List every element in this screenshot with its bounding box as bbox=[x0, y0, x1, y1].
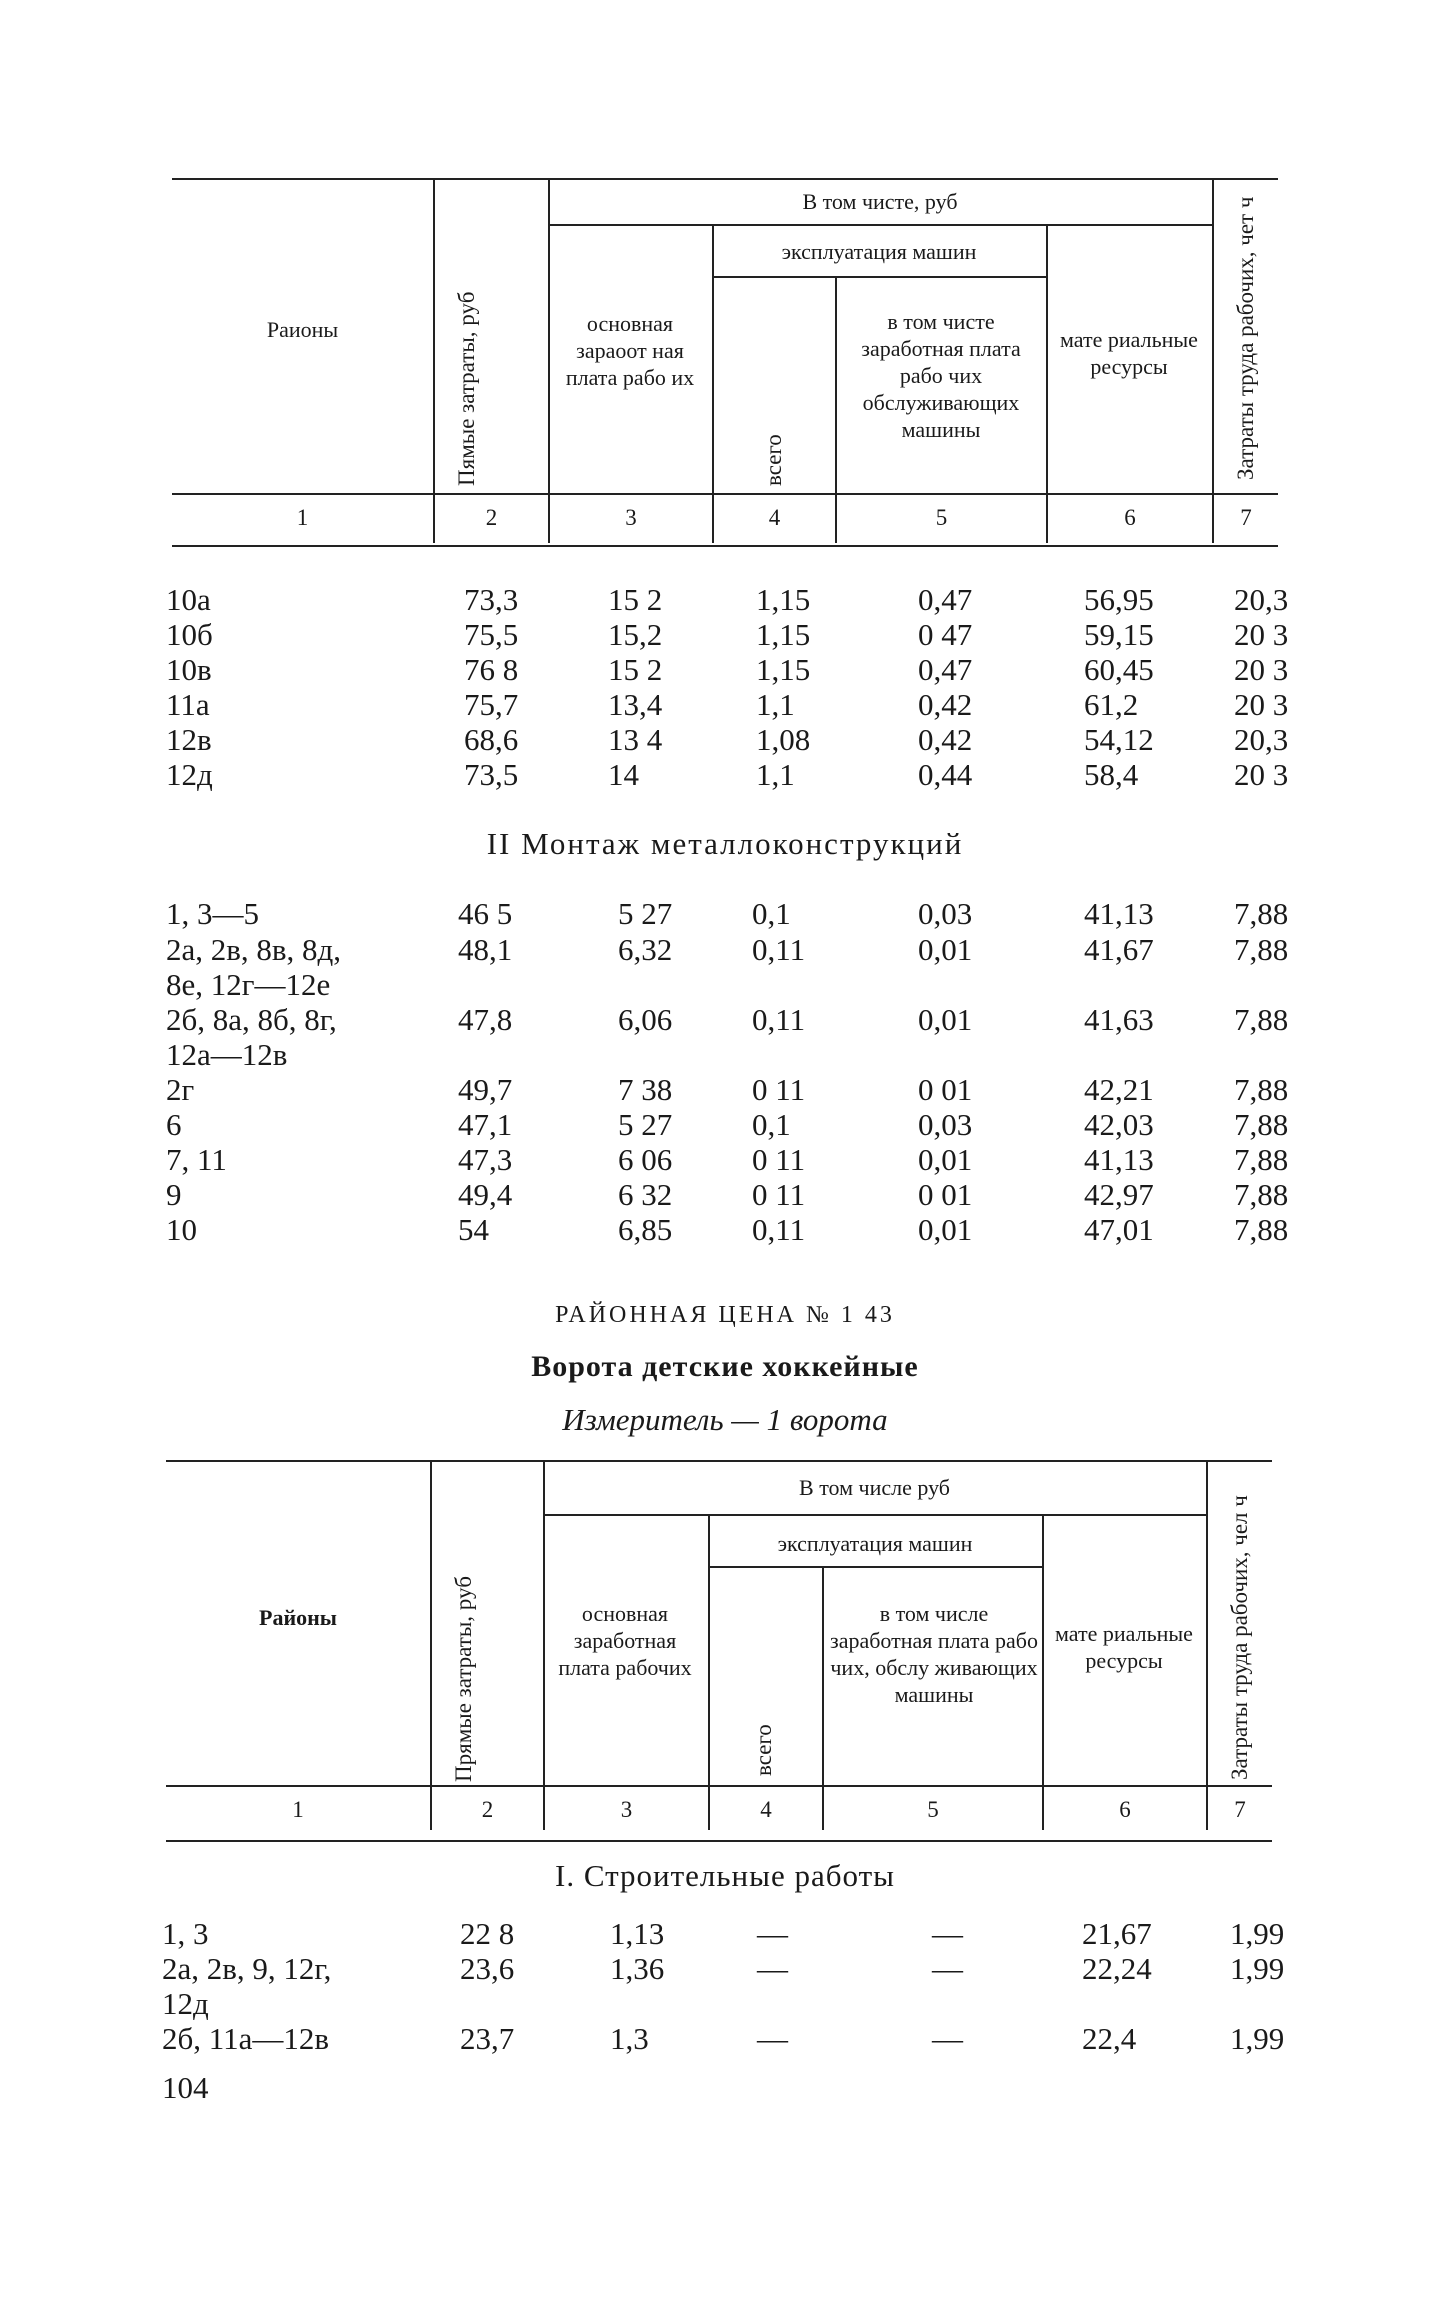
col-header-labor: Затраты труда рабочих, чел ч bbox=[1227, 1495, 1252, 1780]
divider bbox=[712, 224, 714, 543]
col-header-materials: мате риальные ресурсы bbox=[1055, 1621, 1193, 1673]
col-number: 5 bbox=[935, 505, 948, 530]
col-header-machine-wages: в том чисте заработная плата рабо чих обслуживающих машины bbox=[861, 309, 1021, 442]
divider bbox=[708, 1566, 1042, 1568]
section-title-construction: I. Строительные работы bbox=[555, 1858, 895, 1893]
col-header-group: В том чисте, руб bbox=[802, 189, 958, 214]
item-title: Ворота детские хоккейные bbox=[531, 1350, 919, 1383]
col-number: 1 bbox=[292, 1797, 304, 1822]
col-header-machines: эксплуатация машин bbox=[777, 1531, 973, 1556]
col-header-total: всего bbox=[751, 1724, 776, 1776]
divider bbox=[835, 276, 837, 543]
section-title-montage: II Монтаж металлоконструкций bbox=[486, 826, 964, 861]
col-header-regions: Районы bbox=[259, 1605, 337, 1630]
col-number: 3 bbox=[620, 1797, 633, 1822]
col-number: 4 bbox=[760, 1797, 772, 1822]
col-header-group: В том числе руб bbox=[799, 1475, 950, 1500]
col-header-machines: эксплуатация машин bbox=[781, 239, 977, 264]
divider bbox=[822, 1566, 824, 1830]
col-number: 2 bbox=[485, 505, 498, 530]
measure-unit: Измеритель — 1 ворота bbox=[562, 1402, 888, 1437]
col-number: 1 bbox=[296, 505, 309, 530]
table2-numbers-rule bbox=[166, 1840, 1272, 1842]
col-number: 4 bbox=[768, 505, 781, 530]
table2-top-rule bbox=[166, 1460, 1272, 1462]
table1-header-rule bbox=[172, 493, 1278, 495]
col-header-wages: основная зараоот ная плата рабо их bbox=[565, 311, 695, 390]
divider bbox=[708, 1514, 710, 1830]
divider bbox=[1042, 1514, 1044, 1830]
col-number: 2 bbox=[481, 1797, 494, 1822]
col-number: 3 bbox=[625, 505, 637, 530]
col-header-labor: Затраты труда рабочих, чет ч bbox=[1233, 196, 1258, 480]
table2-header-rule bbox=[166, 1785, 1272, 1787]
col-header-direct-costs: Пямые затраты, руб bbox=[454, 291, 479, 486]
col-header-wages: основная заработная плата рабочих bbox=[558, 1601, 692, 1680]
divider bbox=[712, 276, 1046, 278]
divider bbox=[1206, 1460, 1208, 1830]
price-title: РАЙОННАЯ ЦЕНА № 1 43 bbox=[555, 1302, 895, 1328]
table1-top-rule bbox=[172, 178, 1278, 180]
col-number: 6 bbox=[1119, 1797, 1131, 1822]
col-header-regions: Раионы bbox=[266, 317, 339, 342]
divider bbox=[430, 1460, 432, 1830]
divider bbox=[548, 224, 1212, 226]
col-header-materials: мате риальные ресурсы bbox=[1060, 327, 1198, 379]
col-number: 7 bbox=[1234, 1797, 1246, 1822]
col-header-machine-wages: в том числе заработная плата рабо чих, обслу живающих машины bbox=[830, 1601, 1038, 1707]
col-number: 6 bbox=[1124, 505, 1136, 530]
table1-numbers-rule bbox=[172, 545, 1278, 547]
page-number: 104 bbox=[162, 2070, 209, 2105]
divider bbox=[433, 178, 435, 543]
divider bbox=[548, 178, 550, 543]
divider bbox=[543, 1514, 1206, 1516]
divider bbox=[1212, 178, 1214, 543]
col-header-direct-costs: Прямые затраты, руб bbox=[451, 1576, 476, 1782]
divider bbox=[1046, 224, 1048, 543]
col-number: 5 bbox=[927, 1797, 939, 1822]
col-number: 7 bbox=[1240, 505, 1252, 530]
col-header-total: всего bbox=[761, 434, 786, 486]
